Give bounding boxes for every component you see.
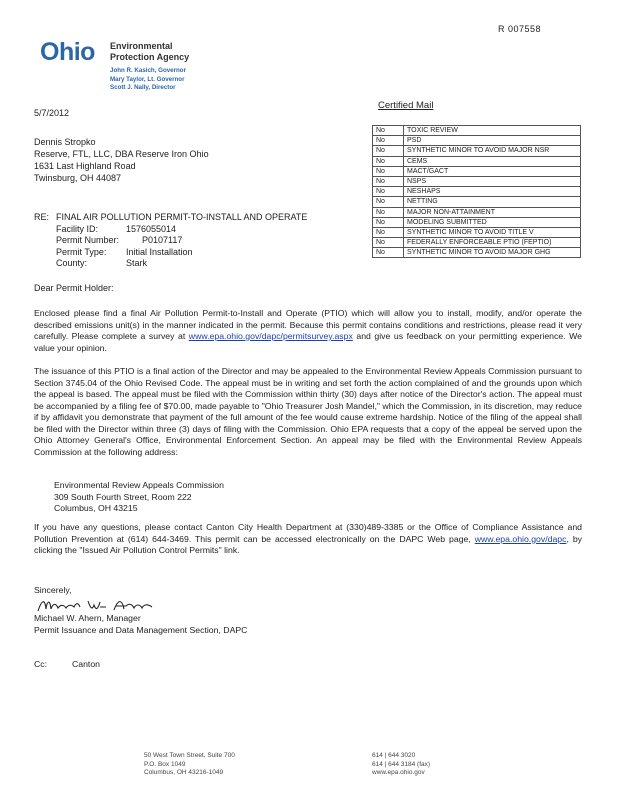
checklist-mark: No — [373, 217, 404, 227]
checklist-mark: No — [373, 227, 404, 237]
checklist-row — [373, 207, 581, 217]
paragraph-enclosed — [34, 308, 582, 354]
checklist-mark: No — [373, 136, 404, 146]
permit-number-value: P0107117 — [142, 235, 183, 245]
paragraph-1-text-b: and give us feedback on your permitting experience. We value your opinion. — [34, 331, 582, 353]
checklist-row — [373, 136, 581, 146]
checklist-label: FEDERALLY ENFORCEABLE PTIO (FEPTIO) — [404, 238, 581, 248]
checklist-label: MAJOR NON-ATTAINMENT — [404, 207, 581, 217]
checklist-label: CEMS — [404, 156, 581, 166]
salutation: Dear Permit Holder: — [34, 283, 114, 293]
checklist-label: PSD — [404, 136, 581, 146]
official-governor: John R. Kasich, Governor — [110, 67, 186, 74]
checklist-mark: No — [373, 126, 404, 136]
permit-checklist-table — [372, 125, 581, 258]
paragraph-appeal: The issuance of this PTIO is a final action of the Director and may be appealed to the Environmental Review Appeals Commission pursuant to Section 3745.04 of the Ohio Revised Code. The appeal must be in writing and set forth the action complained of and the grounds upon which the appeal is based. The appeal must be filed with the Commission within thirty (30) days after notice of the Director's action. The appeal must be accompanied by a filing fee of $70.00, made payable to "Ohio Treasurer Josh Mandel," which the Commission, in its discretion, may reduce if by affidavit you demonstrate that payment of the full amount of the fee would cause extreme hardship. Notice of the filing of the appeal shall be filed with the Director within three (3) days of filing with the Commission. Ohio EPA requests that a copy of the appeal be served upon the Ohio Attorney General's Office, Environmental Enforcement Section. An appeal may be filed with the Environmental Review Appeals Commission at the following address: — [34, 366, 582, 457]
recipient-city: Twinsburg, OH 44087 — [34, 173, 122, 183]
checklist-mark: No — [373, 248, 404, 258]
permit-number-label: Permit Number: — [56, 235, 120, 245]
checklist-mark: No — [373, 207, 404, 217]
checklist-mark: No — [373, 156, 404, 166]
checklist-label: NETTING — [404, 197, 581, 207]
checklist-row — [373, 227, 581, 237]
recipient-street: 1631 Last Highland Road — [34, 161, 136, 171]
checklist-label: SYNTHETIC MINOR TO AVOID MAJOR NSR — [404, 146, 581, 156]
agency-line-2: Protection Agency — [110, 52, 190, 62]
footer-city: Columbus, OH 43216-1049 — [144, 769, 224, 776]
re-title: FINAL AIR POLLUTION PERMIT-TO-INSTALL AND OPERATE — [56, 212, 308, 222]
letter-date: 5/7/2012 — [34, 108, 70, 118]
checklist-row — [373, 187, 581, 197]
commission-name: Environmental Review Appeals Commission — [54, 480, 224, 490]
checklist-row — [373, 156, 581, 166]
agency-line-1: Environmental — [110, 41, 173, 51]
checklist-mark: No — [373, 238, 404, 248]
checklist-row — [373, 166, 581, 176]
checklist-row — [373, 197, 581, 207]
permit-survey-link[interactable]: www.epa.ohio.gov/dapc/permitsurvey.aspx — [188, 331, 353, 341]
footer-address — [144, 752, 235, 778]
footer-street: 50 West Town Street, Suite 700 — [144, 752, 235, 759]
ohio-logo — [40, 38, 95, 67]
signer-title: Michael W. Ahern, Manager — [34, 613, 141, 623]
checklist-label: MACT/GACT — [404, 166, 581, 176]
commission-address — [54, 480, 224, 515]
county-value: Stark — [126, 258, 148, 268]
recipient-name: Dennis Stropko — [34, 137, 96, 147]
checklist-label: NSPS — [404, 176, 581, 186]
re-block — [34, 212, 307, 270]
closing: Sincerely, — [34, 585, 72, 595]
commission-street: 309 South Fourth Street, Room 222 — [54, 491, 192, 502]
recipient-company: Reserve, FTL, LLC, DBA Reserve Iron Ohio — [34, 149, 209, 159]
officials-list — [110, 67, 186, 93]
agency-name — [110, 41, 189, 63]
signer-department: Permit Issuance and Data Management Section, DAPC — [34, 624, 248, 635]
cc-label: Cc: — [34, 659, 48, 669]
county-label: County: — [56, 258, 88, 268]
footer-phone: 614 | 644 3020 — [372, 752, 416, 759]
dapc-web-link[interactable]: www.epa.ohio.gov/dapc — [474, 533, 567, 544]
checklist-row — [373, 126, 581, 136]
checklist-label: NESHAPS — [404, 187, 581, 197]
checklist-row — [373, 217, 581, 227]
checklist-label: SYNTHETIC MINOR TO AVOID MAJOR GHG — [404, 248, 581, 258]
paragraph-3-text-a: If you have any questions, please contact Canton City Health Department at (330)489-3385 or the Office of Compliance Assistance and Pollution Prevention at (614) 644-3469. This permit can be accessed electronically on the DAPC Web page, — [34, 522, 582, 544]
checklist-label: TOXIC REVIEW — [404, 126, 581, 136]
checklist-row — [373, 238, 581, 248]
checklist-mark: No — [373, 197, 404, 207]
commission-city: Columbus, OH 43215 — [54, 503, 138, 513]
footer-fax: 614 | 644 3184 (fax) — [372, 760, 431, 768]
checklist-mark: No — [373, 146, 404, 156]
footer-po-box: P.O. Box 1049 — [144, 760, 186, 768]
footer-contact — [372, 752, 430, 778]
checklist-mark: No — [373, 166, 404, 176]
certified-mail-label: Certified Mail — [378, 100, 434, 111]
footer-website[interactable]: www.epa.ohio.gov — [372, 769, 425, 776]
checklist-mark: No — [373, 176, 404, 186]
cc-value: Canton — [72, 659, 101, 669]
paragraph-questions — [34, 522, 582, 557]
paragraph-1-text-a: Enclosed please find a final Air Pollution Permit-to-Install and Operate (PTIO) which will allow you to install, modify, and/or operate the described emissions unit(s) in the manner indicated in the permit. Because this permit contains conditions and restrictions, please read it very carefully. Please complete a survey at — [34, 308, 582, 341]
paragraph-3-text-b: , by clicking the "Issued Air Pollution Control Permits" link. — [34, 533, 582, 555]
recipient-address — [34, 136, 209, 184]
permit-type-value: Initial Installation — [126, 246, 193, 257]
checklist-mark: No — [373, 187, 404, 197]
facility-id-value: 1576055014 — [126, 223, 177, 234]
permit-type-label: Permit Type: — [56, 246, 107, 257]
facility-id-label: Facility ID: — [56, 223, 99, 234]
signer-block — [34, 613, 247, 636]
re-prefix: RE: — [34, 212, 50, 222]
cc-line — [34, 659, 100, 669]
checklist-label: MODELING SUBMITTED — [404, 217, 581, 227]
logo-text: Ohio — [40, 38, 95, 66]
checklist-row — [373, 146, 581, 156]
checklist-label: SYNTHETIC MINOR TO AVOID TITLE V — [404, 227, 581, 237]
checklist-row — [373, 248, 581, 258]
handwritten-signature — [36, 595, 156, 615]
official-lt-governor: Mary Taylor, Lt. Governor — [110, 75, 185, 83]
reference-number: R 007558 — [498, 24, 542, 34]
official-director: Scott J. Nally, Director — [110, 84, 176, 91]
checklist-row — [373, 176, 581, 186]
